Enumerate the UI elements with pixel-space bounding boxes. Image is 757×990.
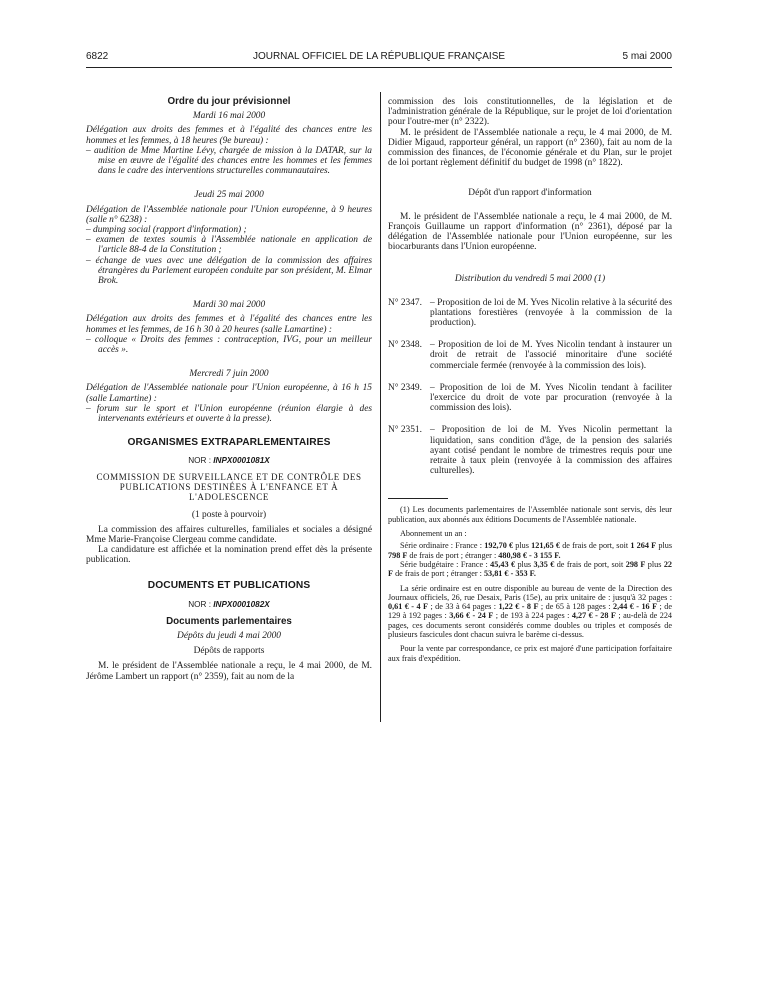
footnote-correspondance: Pour la vente par correspondance, ce prix est majoré d'une participation forfaitaire aux frais d'expédition. (388, 644, 672, 663)
report-paragraph: M. le président de l'Assemblée nationale a reçu, le 4 mai 2000, de M. Didier Migaud, rapporteur général, un rapport (n° 2360), fait au nom de la commission des finances, de l'économie générale et du Plan, sur le projet de loi portant règlement définitif du budget de 1998 (n° 1822). (388, 127, 672, 169)
documents-heading: DOCUMENTS ET PUBLICATIONS (147, 580, 311, 592)
proposition-item (388, 425, 672, 476)
footnote (388, 505, 672, 662)
nor-code: INPX0001081X (213, 456, 270, 466)
poste-count: (1 poste à pourvoir) (191, 510, 267, 521)
agenda-date-4: Mercredi 7 juin 2000 (189, 369, 269, 380)
depots-rapports-heading: Dépôts de rapports (193, 646, 265, 657)
page-header (86, 51, 672, 65)
distribution-heading: Distribution du vendredi 5 mai 2000 (1) (454, 274, 606, 285)
proposition-number: N° 2348. (388, 340, 422, 351)
footnote-serie-budgetaire: Série budgétaire : France : 45,43 € plus 3,35 € de frais de port, soit 298 F plus 22 F de frais de port ; étranger : 53,81 € - 353 F. (388, 559, 673, 579)
documents-subheading: Documents parlementaires (166, 615, 292, 627)
proposition-item (388, 298, 672, 329)
footnote-vente: La série ordinaire est en outre disponible au bureau de vente de la Direction des Journaux officiels, 26, rue Desaix, Paris (15e), au prix unitaire de : jusqu'à 32 pages : 0,61 € - 4 F ; de 33 à 64 pages : 1,22 € - 8 F ; de 65 à 128 pages : 2,44 € - 16 F ; de 129 à 192 pages : 3,66 € - 24 F ; de 193 à 224 pages : 4,27 € - 28 F ; au-delà de 224 pages, ces documents seront considérés comme doubles ou triples et composés de plusieurs fascicules dont chacun suivra le barème ci-dessus. (388, 583, 673, 640)
documents-nor (86, 600, 372, 610)
header-rule (86, 67, 672, 68)
left-column (86, 97, 372, 682)
organisms-paragraph: La candidature est affichée et la nomination prend effet dès la présente publication. (86, 544, 372, 566)
info-report-heading: Dépôt d'un rapport d'information (468, 188, 592, 199)
agenda-date-2: Jeudi 25 mai 2000 (194, 190, 264, 201)
agenda-intro-4: Délégation de l'Assemblée nationale pour l'Union européenne, à 16 h 15 (salle Lamartine) : (86, 383, 372, 404)
report-paragraph: commission des lois constitutionnelles, de la législation et de l'administration générale de la République, sur le projet de loi d'orientation pour l'outre-mer (n° 2322). (388, 97, 672, 128)
footnote-rule (388, 498, 448, 499)
agenda-date-3: Mardi 30 mai 2000 (192, 300, 266, 311)
proposition-number: N° 2347. (388, 297, 422, 308)
right-column (388, 97, 672, 663)
proposition-text: – Proposition de loi de M. Yves Nicolin tendant à faciliter l'exercice du droit de vote par procuration (renvoyée à la commission des lois). (430, 382, 672, 414)
agenda-date-1: Mardi 16 mai 2000 (192, 111, 266, 122)
organisms-nor (86, 456, 372, 466)
depots-date: Dépôts du jeudi 4 mai 2000 (177, 630, 281, 641)
agenda-intro-1: Délégation aux droits des femmes et à l'égalité des chances entre les hommes et les femmes, à 18 heures (9e bureau) : (86, 125, 372, 146)
agenda-intro-2: Délégation de l'Assemblée nationale pour l'Union européenne, à 9 heures (salle n° 6238) : (86, 204, 372, 225)
proposition-number: N° 2351. (388, 425, 422, 436)
info-report-paragraph: M. le président de l'Assemblée nationale a reçu, le 4 mai 2000, de M. François Guillaume un rapport d'information (n° 2361), déposé par la délégation de l'Assemblée nationale pour l'Union européenne, sur les biocarburants dans l'Union européenne. (388, 211, 672, 253)
agenda-item: – colloque « Droits des femmes : contraception, IVG, pour un meilleur accès ». (86, 334, 372, 356)
journal-title: JOURNAL OFFICIEL DE LA RÉPUBLIQUE FRANÇAISE (252, 51, 506, 62)
nor-code: INPX0001082X (213, 599, 270, 609)
agenda-intro-3: Délégation aux droits des femmes et à l'égalité des chances entre les hommes et les femmes, de 16 h 30 à 20 heures (salle Lamartine) : (86, 314, 372, 335)
proposition-text: – Proposition de loi de M. Yves Nicolin tendant à instaurer un droit de retrait de l'associé minoritaire d'une société commerciale fermée (renvoyée à la commission des lois). (430, 340, 672, 371)
footnote-note: (1) Les documents parlementaires de l'Assemblée nationale sont servis, dès leur publication, aux abonnés aux éditions Documents de l'Assemblée nationale. (388, 505, 672, 524)
agenda-item: – examen de textes soumis à l'Assemblée nationale en application de l'article 88-4 de la Constitution ; (86, 235, 372, 256)
depot-paragraph: M. le président de l'Assemblée nationale a reçu, le 4 mai 2000, de M. Jérôme Lambert un rapport (n° 2359), fait au nom de la (86, 661, 372, 682)
agenda-item: – échange de vues avec une délégation de la commission des affaires étrangères du Parlement européen conduite par son président, M. Elmar Brok. (86, 255, 372, 287)
column-divider (380, 92, 381, 722)
organisms-paragraph: La commission des affaires culturelles, familiales et sociales a désigné Mme Marie-Françoise Clergeau comme candidate. (86, 524, 372, 545)
organisms-heading: ORGANISMES EXTRAPARLEMENTAIRES (127, 437, 331, 449)
footnote-abonnement: Abonnement un an : (400, 529, 467, 539)
footnote-serie-ordinaire: Série ordinaire : France : 192,70 € plus 121,65 € de frais de port, soit 1 264 F plus 798 F de frais de port ; étranger : 480,98 € - 3 155 F. (388, 541, 673, 560)
proposition-text: – Proposition de loi de M. Yves Nicolin relative à la sécurité des plantations forestières (renvoyée à la commission de la production). (430, 297, 672, 329)
agenda-item: – dumping social (rapport d'information) ; (86, 225, 247, 236)
proposition-item (388, 383, 672, 414)
agenda-item: – audition de Mme Martine Lévy, chargée de mission à la DATAR, sur la mise en œuvre de l'égalité des chances entre les hommes et les femmes dans le cadre des interventions structurelles communautaires. (86, 145, 372, 177)
nor-label: NOR : (188, 456, 211, 466)
proposition-number: N° 2349. (388, 382, 422, 393)
agenda-item: – forum sur le sport et l'Union européenne (réunion élargie à des intervenants extérieurs et ouverte à la presse). (86, 403, 372, 425)
proposition-text: – Proposition de loi de M. Yves Nicolin permettant la liquidation, sans condition d'âge, de la pension des salariés ayant cotisé pendant le nombre de trimestres requis pour une retraite à taux plein (renvoyée à la commission des affaires culturelles). (430, 425, 672, 477)
nor-label: NOR : (188, 599, 211, 609)
agenda-heading: Ordre du jour prévisionnel (167, 96, 291, 107)
issue-date: 5 mai 2000 (622, 51, 672, 62)
proposition-item (388, 340, 672, 371)
commission-name: COMMISSION DE SURVEILLANCE ET DE CONTRÔLE DES PUBLICATIONS DESTINÉES À L'ENFANCE ET À L'ADOLESCENCE (96, 471, 362, 503)
page-number: 6822 (86, 51, 109, 62)
